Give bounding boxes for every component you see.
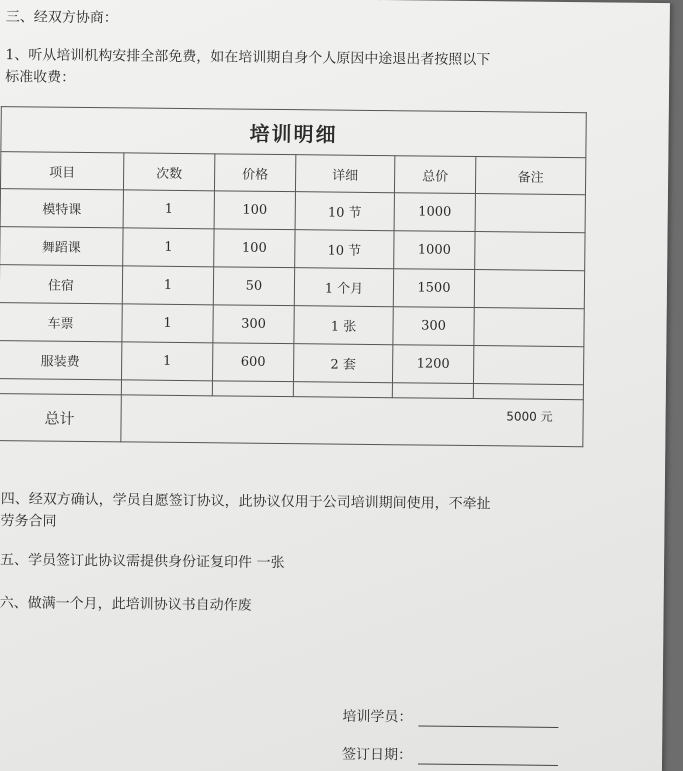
total-label: 总计 — [0, 394, 121, 442]
total-value: 5000 元 — [121, 395, 583, 447]
cell-item: 服装费 — [0, 341, 122, 380]
cell-total: 1000 — [394, 193, 475, 232]
table-header-row — [0, 152, 585, 195]
fee-table — [0, 106, 587, 447]
table-row — [0, 227, 585, 271]
student-signature-line — [418, 724, 558, 727]
cell-count: 1 — [123, 190, 214, 229]
section-4-line-1: 四、经双方确认，学员自愿签订协议，此协议仅用于公司培训期间使用，不牵扯 — [0, 491, 491, 513]
table-row — [0, 189, 585, 233]
cell-detail: 1 张 — [294, 306, 393, 345]
section-3-heading: 三、经双方协商： — [5, 9, 118, 27]
header-total: 总价 — [394, 156, 475, 194]
cell-item: 舞蹈课 — [0, 227, 123, 266]
cell-note — [475, 194, 585, 233]
date-signature-line — [418, 762, 558, 765]
header-count: 次数 — [123, 153, 214, 191]
cell-total: 1000 — [394, 231, 475, 270]
section-4-line-2: 劳务合同 — [0, 513, 57, 530]
cell-detail: 10 节 — [295, 192, 394, 231]
table-row — [0, 265, 585, 309]
table-total-row — [0, 394, 583, 447]
cell-price: 100 — [214, 191, 295, 230]
section-6: 六、做满一个月，此培训协议书自动作废 — [0, 595, 252, 614]
cell-price: 300 — [213, 305, 294, 344]
table-title: 培训明细 — [1, 107, 586, 158]
cell-note — [475, 232, 585, 271]
header-item: 项目 — [0, 152, 123, 190]
cell-note — [473, 346, 583, 385]
cell-note — [474, 308, 584, 347]
cell-count: 1 — [122, 304, 213, 343]
cell-item: 住宿 — [0, 265, 123, 304]
header-detail: 详细 — [295, 155, 394, 193]
header-price: 价格 — [214, 154, 295, 192]
cell-total: 1500 — [393, 269, 474, 308]
cell-note — [474, 270, 584, 309]
cell-item: 模特课 — [0, 189, 123, 228]
student-label: 培训学员： — [342, 708, 413, 726]
clause-1-line-2: 标准收费： — [5, 69, 76, 86]
cell-count: 1 — [122, 266, 213, 305]
student-signature-row — [342, 706, 558, 728]
cell-total: 1200 — [392, 345, 473, 384]
table-row — [0, 303, 584, 347]
section-5: 五、学员签订此协议需提供身份证复印件 一张 — [0, 552, 285, 572]
cell-detail: 2 套 — [293, 344, 392, 383]
table-row — [0, 341, 584, 385]
date-label: 签订日期： — [341, 746, 413, 764]
cell-count: 1 — [121, 342, 212, 381]
cell-detail: 1 个月 — [294, 268, 393, 307]
cell-price: 50 — [213, 267, 294, 306]
cell-total: 300 — [393, 307, 474, 346]
cell-detail: 10 节 — [295, 230, 394, 269]
cell-price: 600 — [212, 343, 293, 382]
date-signature-row — [342, 744, 558, 766]
cell-item: 车票 — [0, 303, 122, 342]
cell-price: 100 — [214, 229, 295, 268]
clause-1-line-1: 1、听从培训机构安排全部免费，如在培训期自身个人原因中途退出者按照以下 — [5, 47, 491, 69]
cell-count: 1 — [123, 228, 214, 267]
header-note: 备注 — [475, 157, 585, 195]
